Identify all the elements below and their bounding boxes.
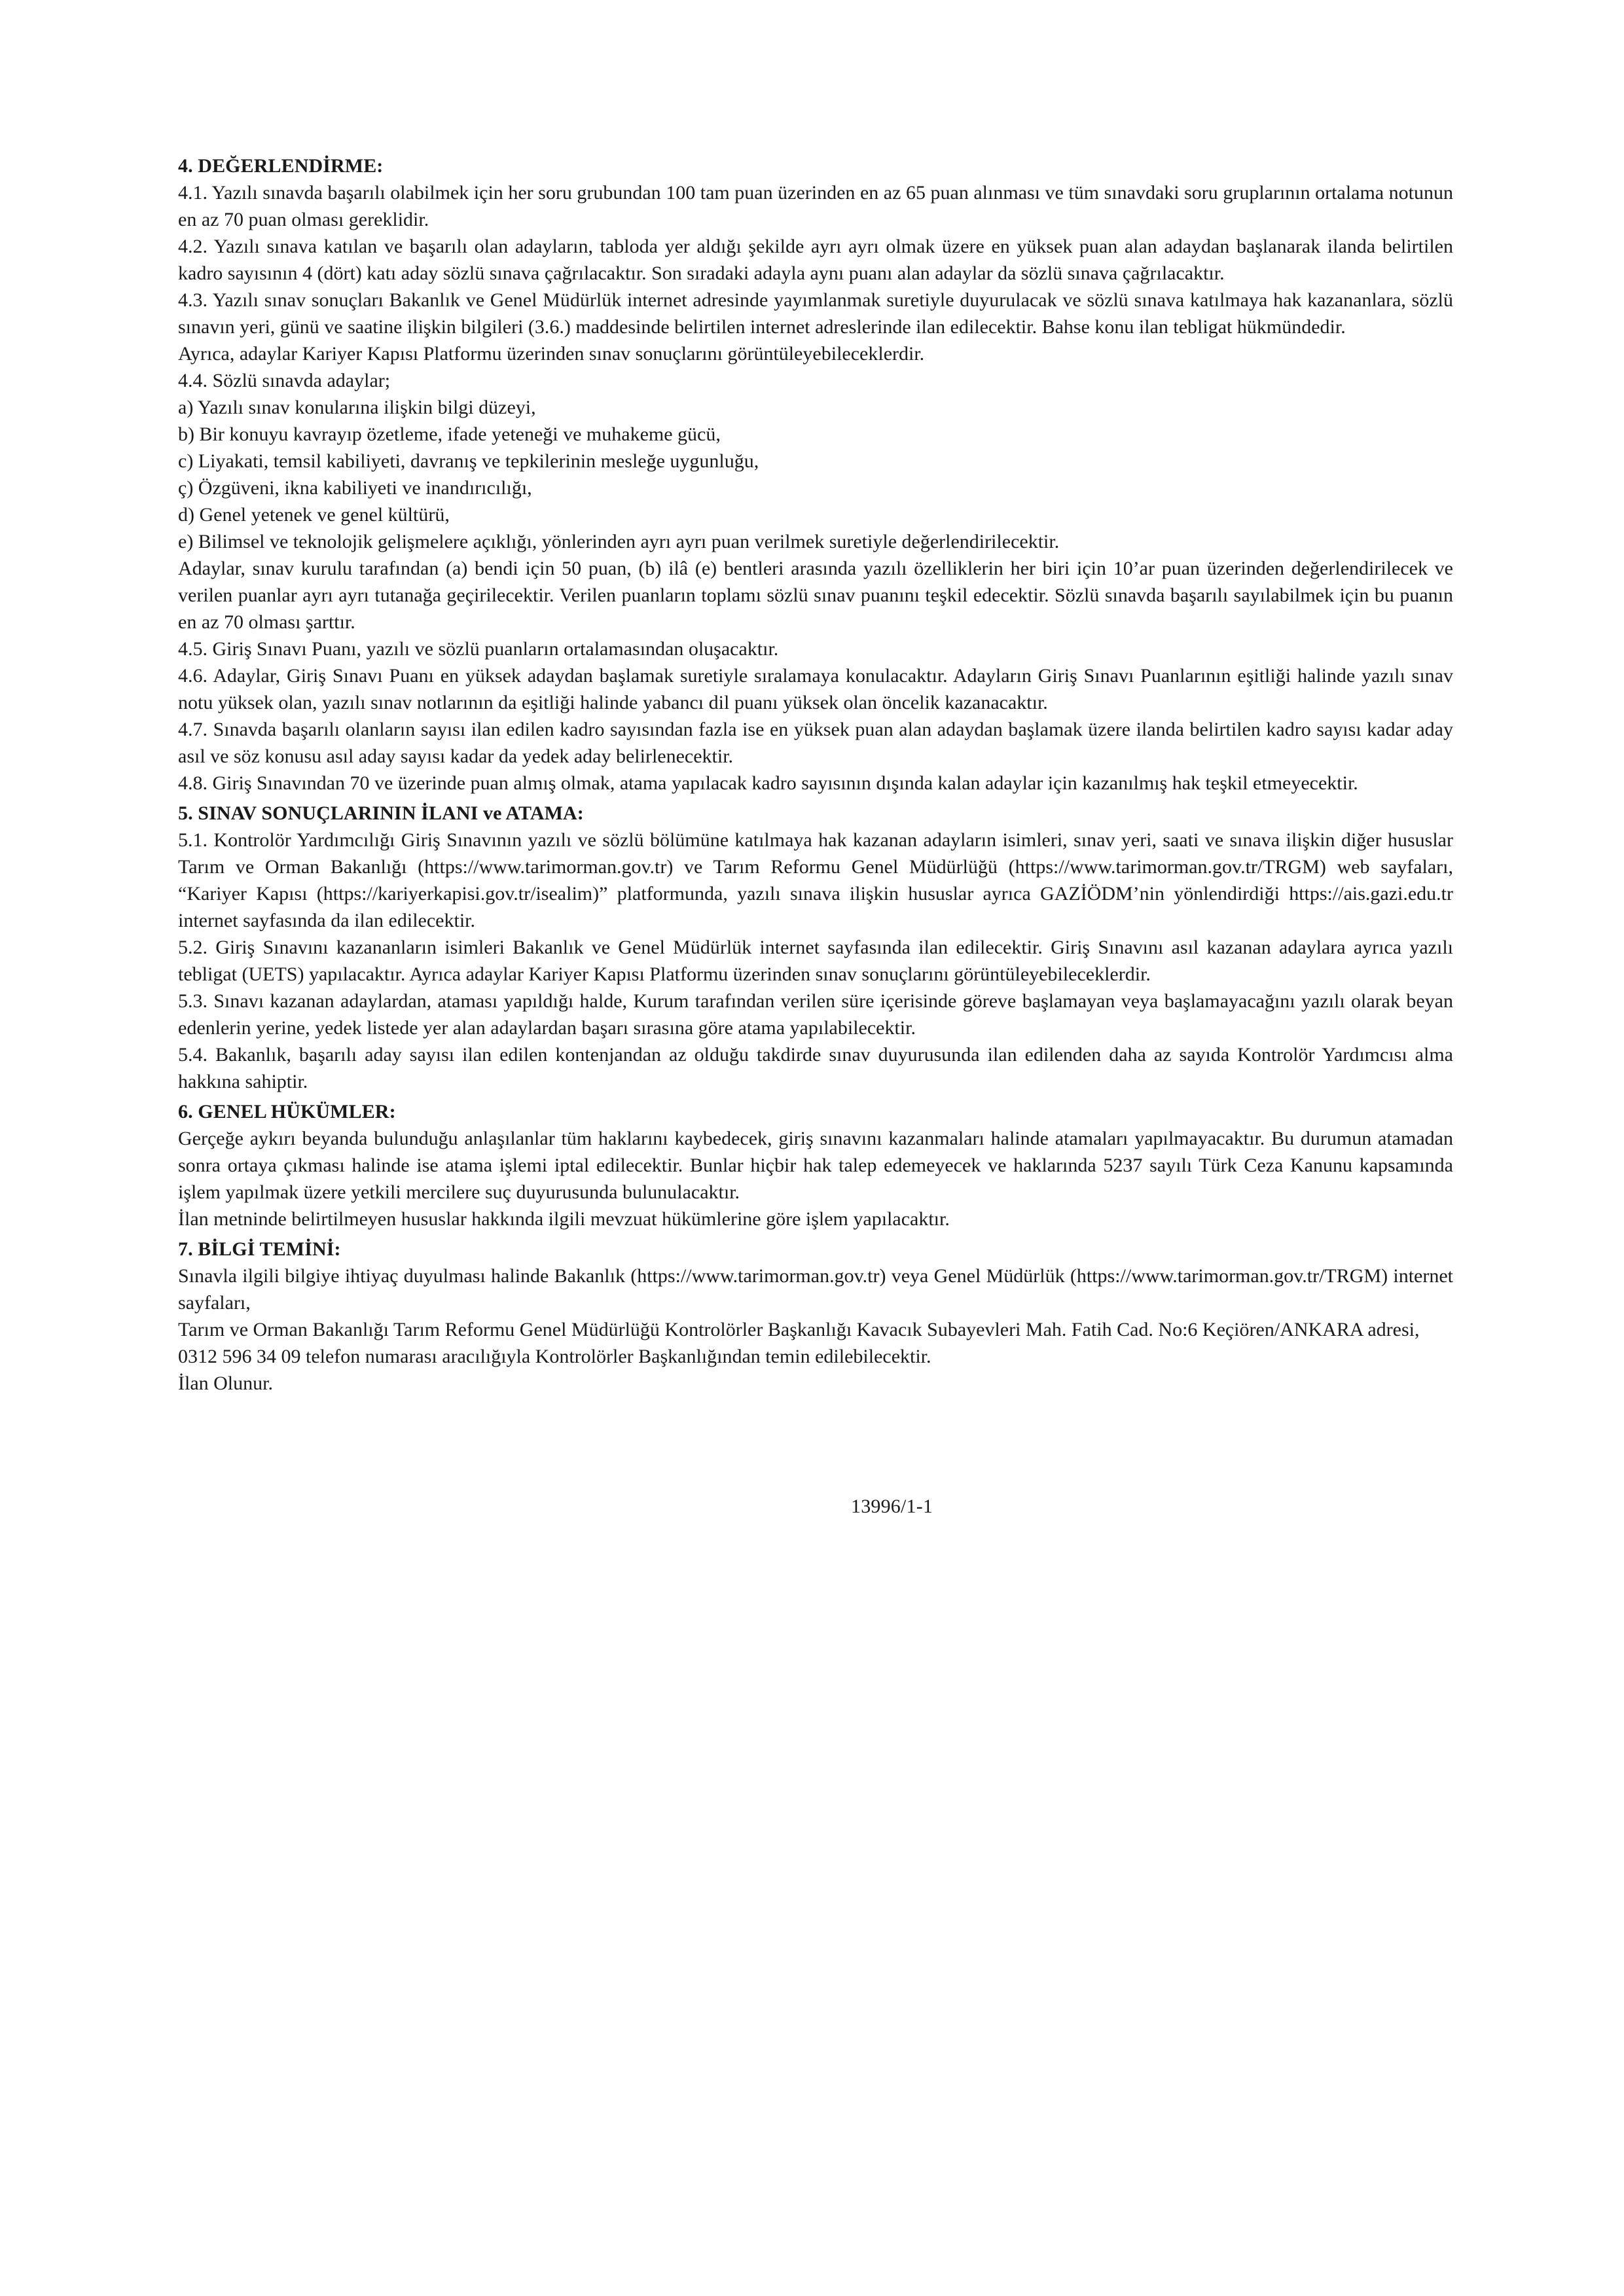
list-item-4-4-e: e) Bilimsel ve teknolojik gelişmelere açıklığı, yönlerinden ayrı ayrı puan verilmek suretiyle değerlendirilecektir. — [178, 531, 1060, 552]
paragraph-7-3: 0312 596 34 09 telefon numarası aracılığıyla Kontrolörler Başkanlığından temin edilebilecektir. — [178, 1346, 931, 1367]
paragraph-5-4: 5.4. Bakanlık, başarılı aday sayısı ilan edilen kontenjandan az olduğu takdirde sınav duyurusunda ilan edilenden daha az sayıda Kontrolör Yardımcısı alma hakkına sahiptir. — [178, 1044, 1453, 1092]
list-item-4-4-c: c) Liyakati, temsil kabiliyeti, davranış ve tepkilerinin mesleğe uygunluğu, — [178, 450, 759, 472]
paragraph-4-5: 4.5. Giriş Sınavı Puanı, yazılı ve sözlü puanların ortalamasından oluşacaktır. — [178, 638, 779, 660]
paragraph-5-2: 5.2. Giriş Sınavını kazananların isimleri Bakanlık ve Genel Müdürlük internet sayfasında ilan edilecektir. Giriş Sınavını asıl kazanan adaylara ayrıca yazılı tebligat (UETS) yapılacaktır. Ayrıca adaylar Kariyer Kapısı Platformu üzerinden sınav sonuçlarını görüntüleyebileceklerdir. — [178, 937, 1453, 985]
paragraph-5-3: 5.3. Sınavı kazanan adaylardan, ataması yapıldığı halde, Kurum tarafından verilen süre içerisinde göreve başlamayan veya başlamayacağını yazılı olarak beyan edenlerin yerine, yedek listede yer alan adaylardan başarı sırasına göre atama yapılabilecektir. — [178, 990, 1453, 1039]
paragraph-5-1: 5.1. Kontrolör Yardımcılığı Giriş Sınavının yazılı ve sözlü bölümüne katılmaya hak kazanan adayların isimleri, sınav yeri, saati ve sınava ilişkin diğer hususlar Tarım ve Orman Bakanlığı (https://www.tarimorman.gov.tr) ve Tarım Reformu Genel Müdürlüğü (https://www.tarimorman.gov.tr/TRGM) web sayfaları, “Kariyer Kapısı (https://kariyerkapisi.gov.tr/isealim)” platformunda, yazılı sınava ilişkin hususlar ayrıca GAZİÖDM’nin yönlendirdiği https://ais.gazi.edu.tr internet sayfasında da ilan edilecektir. — [178, 829, 1453, 931]
paragraph-4-8: 4.8. Giriş Sınavından 70 ve üzerinde puan almış olmak, atama yapılacak kadro sayısının dışında kalan adaylar için kazanılmış hak teşkil etmeyecektir. — [178, 772, 1358, 794]
paragraph-7-2: Tarım ve Orman Bakanlığı Tarım Reformu Genel Müdürlüğü Kontrolörler Başkanlığı Kavacık Subayevleri Mah. Fatih Cad. No:6 Keçiören/ANKARA adresi, — [178, 1319, 1420, 1340]
footer-reference-number: 13996/1-1 — [851, 1496, 933, 1517]
section-bilgi-temini — [178, 1236, 1453, 1397]
section-sinav-sonuclarinin-ilani — [178, 800, 1453, 1095]
document-body — [178, 149, 1453, 1397]
section-heading-6: 6. GENEL HÜKÜMLER: — [178, 1101, 396, 1122]
list-item-4-4-b: b) Bir konuyu kavrayıp özetleme, ifade yeteneği ve muhakeme gücü, — [178, 423, 721, 445]
section-heading-7: 7. BİLGİ TEMİNİ: — [178, 1238, 341, 1260]
paragraph-6-1: Gerçeğe aykırı beyanda bulunduğu anlaşılanlar tüm haklarını kaybedecek, giriş sınavını kazanmaları halinde atamaları yapılmayacaktır. Bu durumun atamadan sonra ortaya çıkması halinde ise atama işlemi iptal edilecektir. Bunlar hiçbir hak talep edemeyecek ve haklarında 5237 sayılı Türk Ceza Kanunu kapsamında işlem yapılmak üzere yetkili mercilere suç duyurusunda bulunulacaktır. — [178, 1128, 1453, 1203]
paragraph-4-4-intro: 4.4. Sözlü sınavda adaylar; — [178, 370, 391, 391]
paragraph-6-2: İlan metninde belirtilmeyen hususlar hakkında ilgili mevzuat hükümlerine göre işlem yapılacaktır. — [178, 1208, 950, 1230]
paragraph-4-2: 4.2. Yazılı sınava katılan ve başarılı olan adayların, tabloda yer aldığı şekilde ayrı ayrı olmak üzere en yüksek puan alan adaydan başlanarak ilanda belirtilen kadro sayısının 4 (dört) katı aday sözlü sınava çağrılacaktır. Son sıradaki adayla aynı puanı alan adaylar da sözlü sınava çağrılacaktır. — [178, 236, 1453, 284]
paragraph-4-4-scoring: Adaylar, sınav kurulu tarafından (a) bendi için 50 puan, (b) ilâ (e) bentleri arasında yazılı özelliklerin her biri için 10’ar puan üzerinden değerlendirilecek ve verilen puanlar ayrı ayrı tutanağa geçirilecektir. Verilen puanların toplamı sözlü sınav puanını teşkil edecektir. Sözlü sınavda başarılı sayılabilmek için bu puanın en az 70 olması şarttır. — [178, 558, 1453, 633]
paragraph-4-3: 4.3. Yazılı sınav sonuçları Bakanlık ve Genel Müdürlük internet adresinde yayımlanmak suretiyle duyurulacak ve sözlü sınava katılmaya hak kazananlara, sözlü sınavın yeri, günü ve saatine ilişkin bilgileri (3.6.) maddesinde belirtilen internet adreslerinde ilan edilecektir. Bahse konu ilan tebligat hükmündedir. — [178, 289, 1453, 338]
list-item-4-4-d: d) Genel yetenek ve genel kültürü, — [178, 504, 450, 526]
section-degerlendirme — [178, 153, 1453, 797]
section-heading-4: 4. DEĞERLENDİRME: — [178, 155, 384, 177]
paragraph-4-6: 4.6. Adaylar, Giriş Sınavı Puanı en yüksek adaydan başlamak suretiyle sıralamaya konulacaktır. Adayların Giriş Sınavı Puanlarının eşitliği halinde yazılı sınav notu yüksek olan, yazılı sınav notlarının da eşitliği halinde yabancı dil puanı yüksek olan öncelik kazanacaktır. — [178, 665, 1453, 713]
paragraph-7-1: Sınavla ilgili bilgiye ihtiyaç duyulması halinde Bakanlık (https://www.tarimorman.gov.tr) veya Genel Müdürlük (https://www.tarimorman.gov.tr/TRGM) internet sayfaları, — [178, 1265, 1453, 1314]
paragraph-7-4-ilan-olunur: İlan Olunur. — [178, 1372, 273, 1394]
list-item-4-4-a: a) Yazılı sınav konularına ilişkin bilgi düzeyi, — [178, 397, 536, 418]
paragraph-4-1: 4.1. Yazılı sınavda başarılı olabilmek için her soru grubundan 100 tam puan üzerinden en az 65 puan alınması ve tüm sınavdaki soru gruplarının ortalama notunun en az 70 puan olması gereklidir. — [178, 182, 1453, 230]
section-heading-5: 5. SINAV SONUÇLARININ İLANI ve ATAMA: — [178, 802, 584, 824]
list-item-4-4-c-cedilla: ç) Özgüveni, ikna kabiliyeti ve inandırıcılığı, — [178, 477, 532, 499]
section-genel-hukumler — [178, 1099, 1453, 1232]
paragraph-4-3-kariyer-kapisi: Ayrıca, adaylar Kariyer Kapısı Platformu üzerinden sınav sonuçlarını görüntüleyebileceklerdir. — [178, 343, 925, 365]
paragraph-4-7: 4.7. Sınavda başarılı olanların sayısı ilan edilen kadro sayısından fazla ise en yüksek puan alan adaydan başlamak üzere ilanda belirtilen kadro sayısı kadar aday asıl ve söz konusu asıl aday sayısı kadar da yedek aday belirlenecektir. — [178, 719, 1453, 767]
